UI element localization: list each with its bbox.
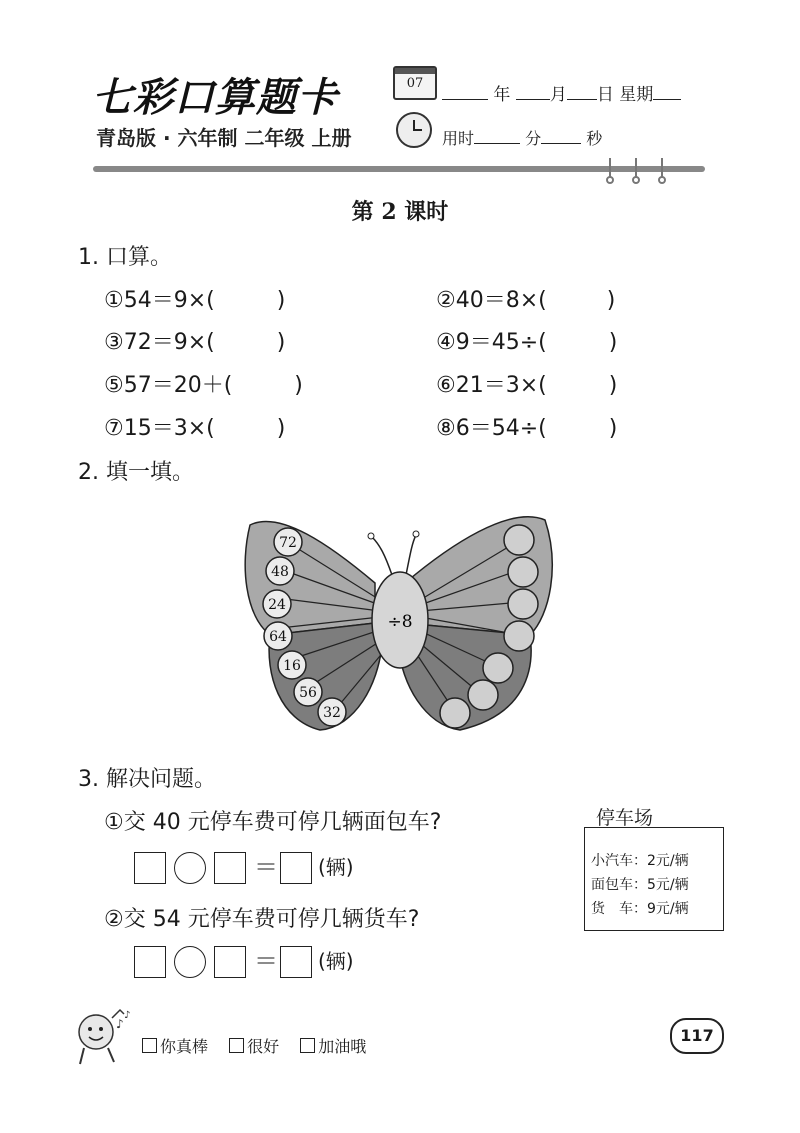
- page-number: 117: [670, 1018, 724, 1054]
- answer-circle[interactable]: [468, 680, 498, 710]
- weekday-label: 星期: [619, 85, 654, 105]
- butterfly-diagram: [240, 505, 560, 745]
- price-row: 小汽车：2元/辆: [591, 853, 689, 869]
- minutes-label: 分: [525, 129, 542, 148]
- calendar-icon: [393, 66, 437, 100]
- number-56: 56: [299, 685, 317, 701]
- rating-option-good[interactable]: 很好: [229, 1037, 279, 1056]
- date-line: [442, 80, 681, 105]
- exercise-6: ⑥21＝3×( ): [436, 373, 618, 398]
- price-row: 面包车：5元/辆: [591, 877, 689, 893]
- unit-label: (辆): [318, 949, 354, 973]
- exercise-2: ②40＝8×( ): [436, 288, 616, 313]
- number-16: 16: [283, 658, 301, 674]
- answer-circle[interactable]: [504, 525, 534, 555]
- number-32: 32: [323, 705, 341, 721]
- answer-circle[interactable]: [504, 621, 534, 651]
- month-blank[interactable]: [516, 85, 550, 100]
- section3-title: 3. 解决问题。: [78, 767, 216, 792]
- mascot-icon: [70, 1006, 134, 1068]
- number-48: 48: [271, 564, 289, 580]
- seconds-label: 秒: [586, 129, 603, 148]
- time-line: [442, 126, 602, 149]
- question-1: ①交 40 元停车费可停几辆面包车?: [104, 810, 442, 835]
- parking-title: 停车场: [596, 807, 654, 829]
- exercise-4: ④9＝45÷( ): [436, 330, 618, 355]
- exercise-8: ⑧6＝54÷( ): [436, 416, 618, 441]
- price-row: 货 车：9元/辆: [591, 901, 689, 917]
- seconds-blank[interactable]: [541, 129, 581, 144]
- edition-label: 青岛版 · 六年制 二年级 上册: [96, 126, 352, 150]
- number-72: 72: [279, 535, 297, 551]
- answer-circle[interactable]: [508, 557, 538, 587]
- answer-box[interactable]: [134, 852, 166, 884]
- equals-sign: ＝: [254, 853, 278, 881]
- number-64: 64: [269, 629, 287, 645]
- lesson-title: 第 2 课时: [351, 199, 449, 225]
- section1-title: 1. 口算。: [78, 245, 172, 270]
- operator-circle[interactable]: [174, 852, 206, 884]
- answer-box[interactable]: [134, 946, 166, 978]
- left-upper-wing: [245, 521, 375, 635]
- minutes-blank[interactable]: [474, 129, 520, 144]
- year-label: 年: [493, 85, 511, 105]
- rating-option-great[interactable]: 你真棒: [142, 1037, 208, 1056]
- clock-icon: [396, 112, 432, 148]
- answer-circle[interactable]: [483, 653, 513, 683]
- rating-option-keep-going[interactable]: 加油哦: [300, 1037, 366, 1056]
- answer-circle[interactable]: [440, 698, 470, 728]
- answer-box[interactable]: [280, 946, 312, 978]
- exercise-1: ①54＝9×( ): [104, 288, 286, 313]
- checkbox[interactable]: [229, 1038, 244, 1053]
- month-label: 月: [549, 85, 567, 105]
- equals-sign: ＝: [254, 947, 278, 975]
- question-2: ②交 54 元停车费可停几辆货车?: [104, 907, 420, 932]
- checkbox[interactable]: [142, 1038, 157, 1053]
- operator-circle[interactable]: [174, 946, 206, 978]
- answer-box[interactable]: [280, 852, 312, 884]
- answer-box[interactable]: [214, 946, 246, 978]
- day-label: 日: [596, 85, 614, 105]
- year-blank[interactable]: [442, 85, 488, 100]
- exercise-3: ③72＝9×( ): [104, 330, 286, 355]
- calendar-day: 07: [406, 76, 424, 91]
- answer-circle[interactable]: [508, 589, 538, 619]
- weekday-blank[interactable]: [653, 85, 681, 100]
- divisor-label: ÷8: [387, 612, 413, 632]
- answer-box[interactable]: [214, 852, 246, 884]
- exercise-7: ⑦15＝3×( ): [104, 416, 286, 441]
- parking-price-box: [584, 827, 724, 931]
- binding-rings-icon: [600, 156, 670, 184]
- self-rating: [142, 1034, 382, 1057]
- section2-title: 2. 填一填。: [78, 460, 194, 485]
- svg-text:♪: ♪: [124, 1010, 131, 1021]
- brand-title: 七彩口算题卡: [92, 74, 338, 121]
- day-blank[interactable]: [567, 85, 597, 100]
- time-label: 用时: [442, 129, 475, 148]
- exercise-5: ⑤57＝20＋( ): [104, 373, 303, 398]
- svg-text:♪: ♪: [116, 1017, 124, 1031]
- number-24: 24: [268, 597, 286, 613]
- checkbox[interactable]: [300, 1038, 315, 1053]
- unit-label: (辆): [318, 855, 354, 879]
